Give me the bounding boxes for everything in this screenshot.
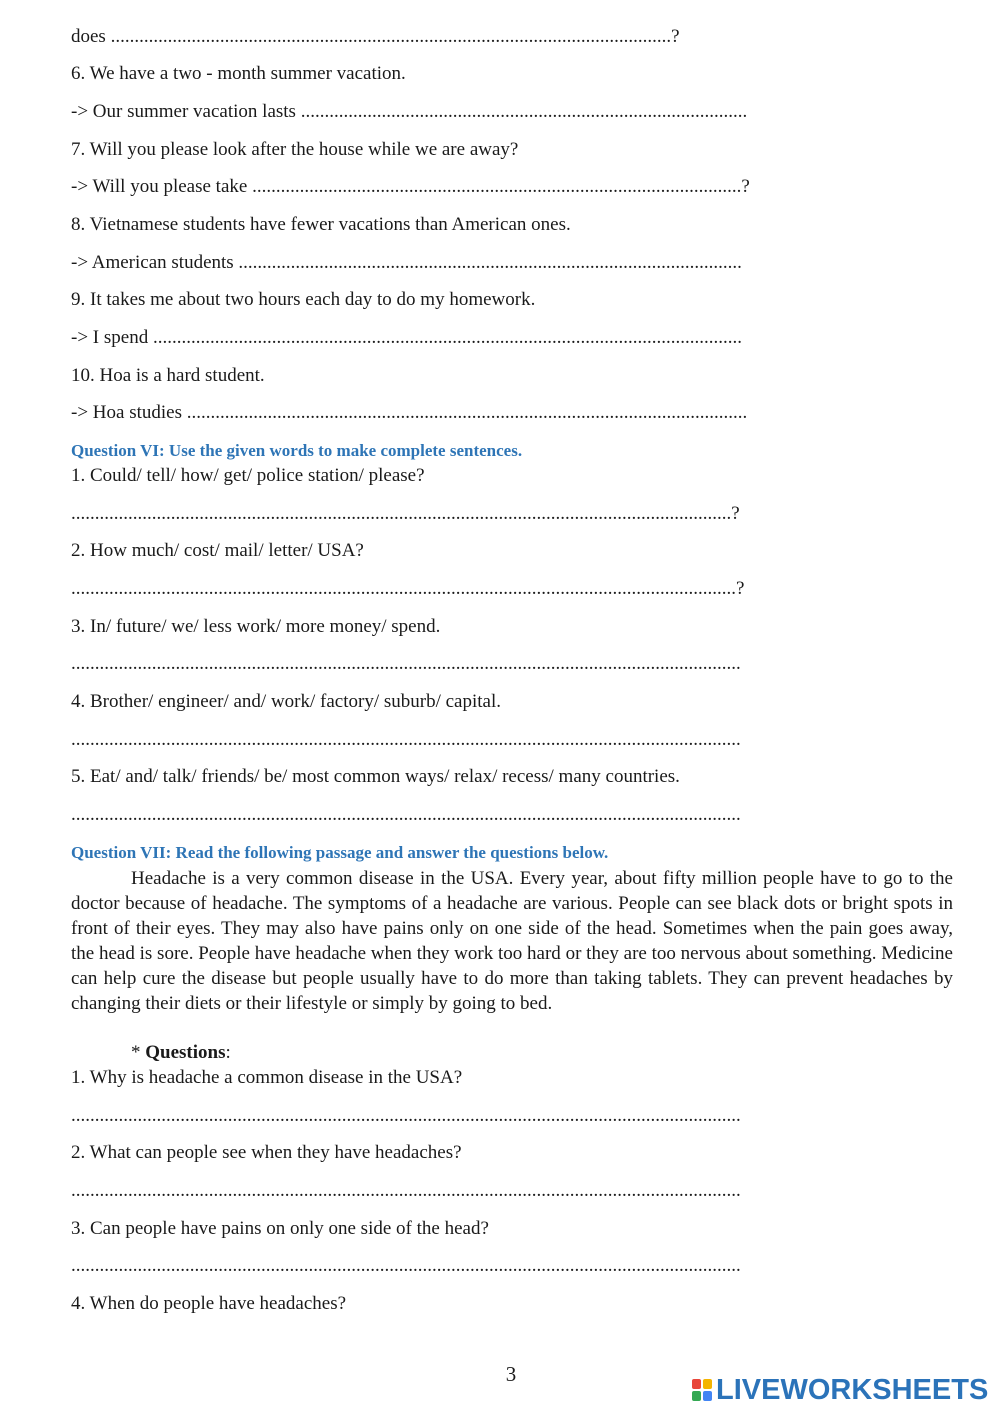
question-vi-heading: Question VI: Use the given words to make complete sentences.	[71, 441, 523, 460]
answer-line[interactable]: .............................................................................................................................................	[71, 1105, 741, 1126]
question-vii-prompt: 1. Why is headache a common disease in the USA?	[71, 1067, 463, 1088]
answer-line[interactable]: -> I spend ............................................................................................................................	[71, 327, 742, 348]
question-vi-prompt: 4. Brother/ engineer/ and/ work/ factory/ suburb/ capital.	[71, 691, 502, 712]
exercise-line: 10. Hoa is a hard student.	[71, 365, 265, 386]
answer-line[interactable]: .............................................................................................................................................	[71, 804, 741, 825]
question-vii-heading: Question VII: Read the following passage and answer the questions below.	[71, 843, 609, 862]
answer-line[interactable]: ............................................................................................................................................?	[71, 578, 745, 599]
page-number: 3	[505, 1362, 517, 1386]
questions-label-text: Questions	[145, 1042, 226, 1063]
questions-suffix: :	[225, 1042, 231, 1063]
answer-line[interactable]: -> American students ..........................................................................................................	[71, 252, 742, 273]
question-vii-prompt: 4. When do people have headaches?	[71, 1293, 347, 1314]
answer-line[interactable]: .............................................................................................................................................	[71, 653, 741, 674]
question-vi-prompt: 5. Eat/ and/ talk/ friends/ be/ most common ways/ relax/ recess/ many countries.	[71, 766, 680, 787]
exercise-line: does ......................................................................................................................?	[71, 26, 680, 47]
exercise-line: 7. Will you please look after the house while we are away?	[71, 139, 519, 160]
exercise-line: 8. Vietnamese students have fewer vacations than American ones.	[71, 214, 571, 235]
exercise-line: 9. It takes me about two hours each day to do my homework.	[71, 289, 536, 310]
question-vii-prompt: 3. Can people have pains on only one side of the head?	[71, 1218, 489, 1239]
liveworksheets-logo	[692, 1374, 988, 1406]
answer-line[interactable]: -> Our summer vacation lasts ..............................................................................................	[71, 101, 748, 122]
question-vi-prompt: 2. How much/ cost/ mail/ letter/ USA?	[71, 540, 364, 561]
liveworksheets-wordmark: LIVEWORKSHEETS	[716, 1373, 989, 1406]
liveworksheets-icon	[692, 1379, 712, 1401]
questions-label	[131, 1041, 231, 1065]
answer-line[interactable]: .............................................................................................................................................	[71, 729, 741, 750]
exercise-line: 6. We have a two - month summer vacation.	[71, 63, 406, 84]
questions-prefix: *	[131, 1042, 146, 1063]
answer-line[interactable]: -> Hoa studies ......................................................................................................................	[71, 402, 748, 423]
answer-line[interactable]: -> Will you please take .......................................................................................................?	[71, 176, 750, 197]
answer-line[interactable]: .............................................................................................................................................	[71, 1255, 741, 1276]
answer-line[interactable]: ...........................................................................................................................................?	[71, 503, 740, 524]
question-vii-prompt: 2. What can people see when they have headaches?	[71, 1142, 462, 1163]
answer-line[interactable]: .............................................................................................................................................	[71, 1180, 741, 1201]
question-vi-prompt: 3. In/ future/ we/ less work/ more money/ spend.	[71, 616, 441, 637]
question-vi-prompt: 1. Could/ tell/ how/ get/ police station/ please?	[71, 465, 425, 486]
reading-passage: Headache is a very common disease in the USA. Every year, about fifty million people have to go to the doctor because of headache. The symptoms of a headache are various. People can see black dots or bright spots in front of their eyes. They may also have pains only on one side of the head. Sometimes when the pain goes away, the head is sore. People have headache when they work too hard or they are too nervous about something. Medicine can help cure the disease but people usually have to do more than taking tablets. They can prevent headaches by changing their diets or their lifestyle or simply by going to bed.	[71, 868, 953, 1014]
